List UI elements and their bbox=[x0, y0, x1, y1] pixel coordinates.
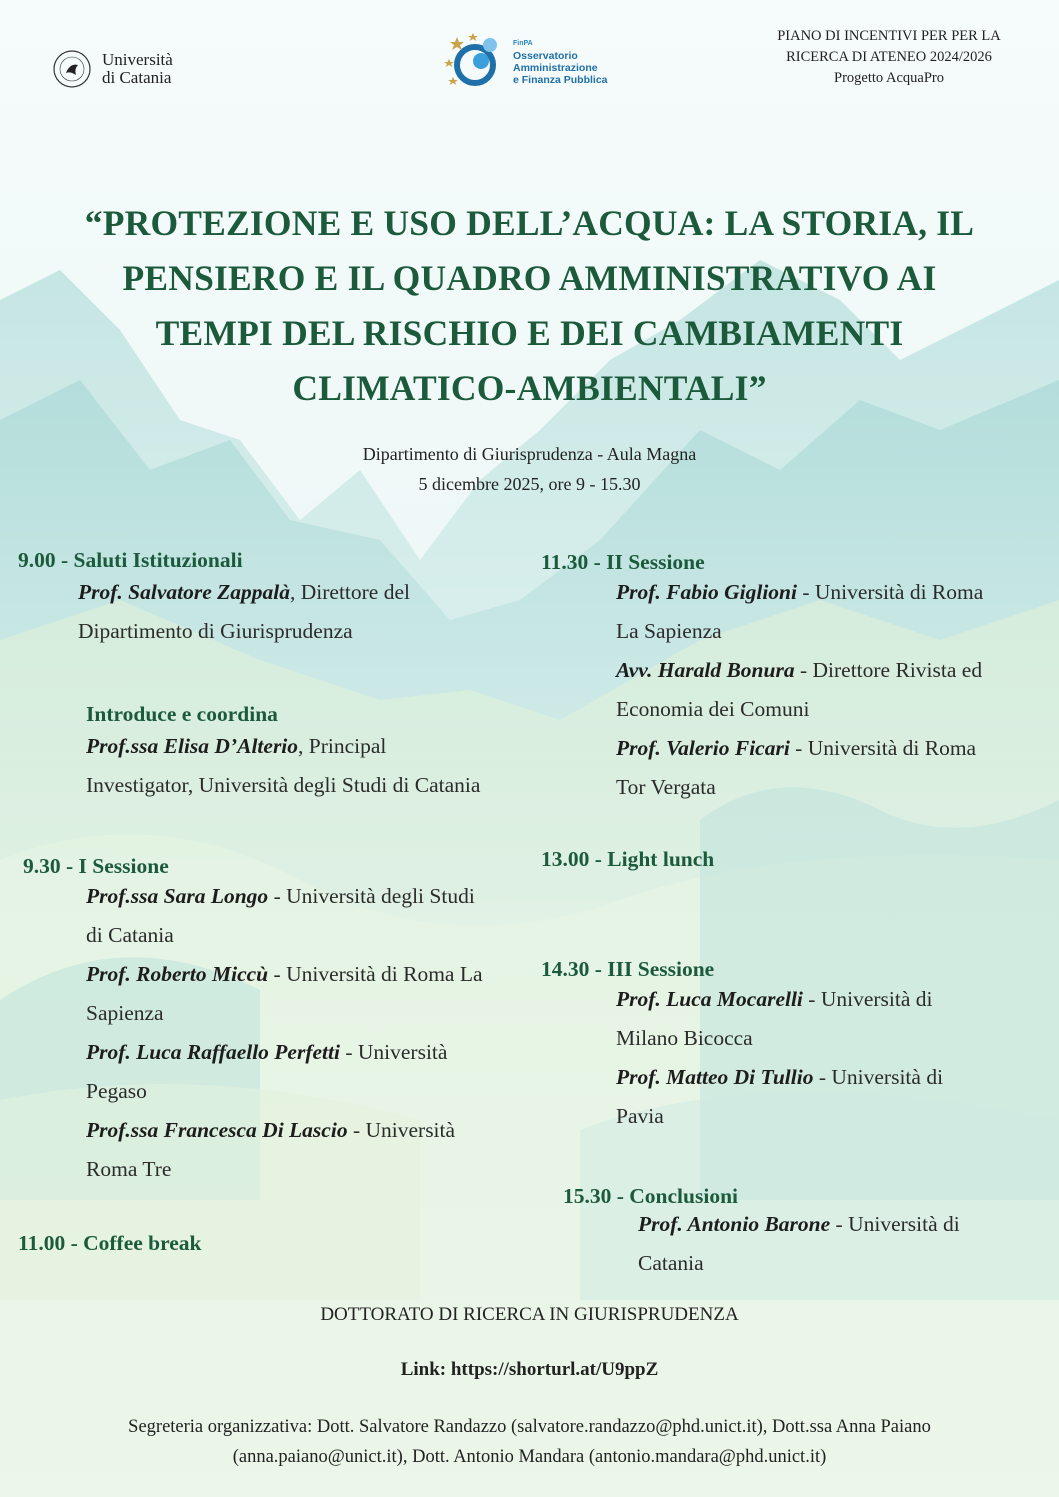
conclusioni-block bbox=[638, 1205, 960, 1283]
light-lunch: 13.00 - Light lunch bbox=[541, 847, 715, 871]
venue-date: 5 dicembre 2025, ore 9 - 15.30 bbox=[418, 474, 641, 494]
title-line: TEMPI DEL RISCHIO E DEI CAMBIAMENTI bbox=[155, 313, 904, 353]
title-line: PENSIERO E IL QUADRO AMMINISTRATIVO AI bbox=[122, 258, 937, 298]
saluti-line-1 bbox=[78, 573, 410, 612]
speaker-name: Prof. Antonio Barone bbox=[638, 1212, 831, 1236]
event-title bbox=[40, 196, 1019, 416]
unict-logo bbox=[52, 44, 202, 94]
secretariat-contacts bbox=[0, 1412, 1059, 1472]
finpa-line: Amministrazione bbox=[513, 62, 598, 74]
speaker-line-cont: Catania bbox=[638, 1251, 704, 1275]
funding-plan-header bbox=[759, 26, 1019, 89]
finpa-line: e Finanza Pubblica bbox=[513, 74, 608, 86]
speaker-affiliation: - Università di bbox=[802, 987, 933, 1011]
speaker-line bbox=[616, 1058, 943, 1097]
speaker-line bbox=[86, 1033, 483, 1072]
saluti-heading: 9.00 - Saluti Istituzionali bbox=[18, 548, 243, 572]
speaker-name: Prof. Valerio Ficari bbox=[616, 736, 790, 760]
finpa-circle-stars-icon bbox=[443, 31, 505, 93]
speaker-name: Prof.ssa Elisa D’Alterio bbox=[86, 734, 299, 758]
speaker-affiliation: - Università di Roma bbox=[789, 736, 977, 760]
speaker-line-cont: La Sapienza bbox=[616, 619, 722, 643]
unict-logo-line: Università bbox=[102, 50, 173, 69]
speaker-line-cont: Economia dei Comuni bbox=[616, 697, 810, 721]
speaker-role: , Principal bbox=[298, 734, 387, 758]
speaker-line bbox=[638, 1205, 960, 1244]
unict-logo-line: di Catania bbox=[102, 68, 172, 87]
speaker-line-cont: Roma Tre bbox=[86, 1157, 172, 1181]
venue-place: Dipartimento di Giurisprudenza - Aula Magna bbox=[362, 444, 697, 464]
speaker-line bbox=[86, 1111, 483, 1150]
speaker-name: Prof. Matteo Di Tullio bbox=[616, 1065, 814, 1089]
speaker-line-cont: Milano Bicocca bbox=[616, 1026, 753, 1050]
plan-line: Progetto AcquaPro bbox=[834, 70, 944, 86]
introduce-line-2: Investigator, Università degli Studi di Catania bbox=[86, 773, 481, 797]
doctorate-label: DOTTORATO DI RICERCA IN GIURISPRUDENZA bbox=[320, 1304, 739, 1325]
saluti-line-2: Dipartimento di Giurisprudenza bbox=[78, 619, 353, 643]
speaker-affiliation: - Università di Roma La bbox=[268, 962, 483, 986]
speaker-line bbox=[616, 980, 943, 1019]
finpa-logo bbox=[443, 30, 633, 94]
speaker-name: Avv. Harald Bonura bbox=[616, 658, 795, 682]
finpa-logo-text bbox=[513, 38, 608, 86]
session2-speakers bbox=[616, 573, 983, 807]
speaker-line bbox=[616, 651, 983, 690]
speaker-affiliation: - Università di Roma bbox=[796, 580, 984, 604]
introduce-heading: Introduce e coordina bbox=[86, 702, 278, 726]
unict-logo-text bbox=[102, 51, 173, 87]
speaker-line-cont: di Catania bbox=[86, 923, 174, 947]
introduce-block bbox=[86, 727, 480, 805]
introduce-line-1 bbox=[86, 727, 480, 766]
finpa-abbrev: FinPA bbox=[513, 40, 533, 47]
speaker-line bbox=[616, 729, 983, 768]
speaker-name: Prof. Fabio Giglioni bbox=[616, 580, 797, 604]
speaker-affiliation: - Università bbox=[347, 1118, 456, 1142]
secretariat-line: (anna.paiano@unict.it), Dott. Antonio Mandara (antonio.mandara@phd.unict.it) bbox=[232, 1447, 827, 1467]
speaker-line-cont: Pegaso bbox=[86, 1079, 147, 1103]
speaker-name: Prof. Salvatore Zappalà bbox=[78, 580, 290, 604]
conclusioni-heading: 15.30 - Conclusioni bbox=[563, 1184, 739, 1208]
speaker-name: Prof.ssa Francesca Di Lascio bbox=[86, 1118, 348, 1142]
speaker-name: Prof. Roberto Miccù bbox=[86, 962, 269, 986]
registration-link[interactable]: Link: https://shorturl.at/U9ppZ bbox=[400, 1359, 659, 1380]
speaker-name: Prof. Luca Mocarelli bbox=[616, 987, 803, 1011]
speaker-name: Prof. Luca Raffaello Perfetti bbox=[86, 1040, 340, 1064]
plan-line: PIANO DI INCENTIVI PER PER LA bbox=[777, 28, 1001, 44]
finpa-line: Osservatorio bbox=[513, 50, 578, 62]
university-seal-icon bbox=[52, 49, 92, 89]
speaker-affiliation: - Università di bbox=[830, 1212, 960, 1236]
session2-heading: 11.30 - II Sessione bbox=[541, 550, 705, 574]
plan-line: RICERCA DI ATENEO 2024/2026 bbox=[786, 49, 992, 65]
session3-speakers bbox=[616, 980, 943, 1136]
coffee-break: 11.00 - Coffee break bbox=[18, 1231, 202, 1255]
session1-heading: 9.30 - I Sessione bbox=[23, 854, 169, 878]
session1-speakers bbox=[86, 877, 483, 1189]
speaker-affiliation: - Direttore Rivista ed bbox=[794, 658, 983, 682]
speaker-line-cont: Tor Vergata bbox=[616, 775, 716, 799]
speaker-affiliation: - Università bbox=[339, 1040, 448, 1064]
title-line: “PROTEZIONE E USO DELL’ACQUA: LA STORIA, IL bbox=[84, 203, 975, 243]
speaker-line bbox=[86, 955, 483, 994]
event-venue bbox=[0, 439, 1059, 499]
speaker-line-cont: Sapienza bbox=[86, 1001, 164, 1025]
speaker-line bbox=[86, 877, 483, 916]
title-line: CLIMATICO-AMBIENTALI” bbox=[292, 368, 767, 408]
speaker-line bbox=[616, 573, 983, 612]
saluti-block bbox=[78, 573, 410, 651]
speaker-affiliation: - Università di bbox=[813, 1065, 944, 1089]
speaker-role: , Direttore del bbox=[290, 580, 410, 604]
session3-heading: 14.30 - III Sessione bbox=[541, 957, 715, 981]
speaker-affiliation: - Università degli Studi bbox=[268, 884, 475, 908]
speaker-name: Prof.ssa Sara Longo bbox=[86, 884, 269, 908]
speaker-line-cont: Pavia bbox=[616, 1104, 664, 1128]
secretariat-line: Segreteria organizzativa: Dott. Salvatore Randazzo (salvatore.randazzo@phd.unict.it), Dott.ssa Anna Paiano bbox=[128, 1417, 931, 1437]
